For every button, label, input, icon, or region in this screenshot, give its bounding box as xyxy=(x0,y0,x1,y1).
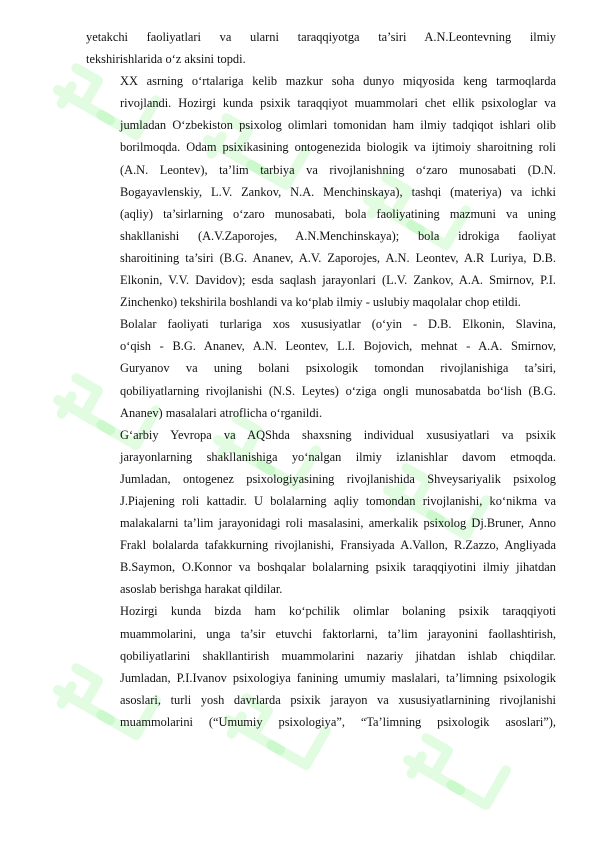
text-line: B.Saymon, O.Konnor va boshqalar bolalarning psixik taraqqiyotini ilmiy jihatdan xyxy=(120,560,556,575)
text-line: sharoitining ta’siri (B.G. Ananev, A.V. Zaporojes, A.N. Leontev, A.R Luriya, D.B. xyxy=(120,250,556,265)
text-line: Bogayavlenskiy, L.V. Zankov, N.A. Menchinskaya), tashqi (materiya) va ichki xyxy=(120,184,556,199)
text-line: qobiliyatlarini shakllantirish muammolarini nazariy jihatdan ishlab chiqdilar. xyxy=(120,648,556,663)
text-line: shakllanishi (A.V.Zaporojes, A.N.Menchinskaya); bola idrokiga faoliyat xyxy=(120,228,556,243)
text-line: (A.N. Leontev), ta’lim tarbiya va rivojlanishning o‘zaro munosabati (D.N. xyxy=(120,162,556,177)
text-line: Ananev) masalalari atroflicha o‘rganildi. xyxy=(120,405,323,420)
text-line: Frakl bolalarda tafakkurning rivojlanishi, Fransiyada A.Vallon, R.Zazzo, Angliyada xyxy=(120,538,556,553)
text-line: qobiliyatlarning rivojlanishi (N.S. Leytes) o‘ziga ongli munosabatda bo‘lish (B.G. xyxy=(120,383,556,398)
document-page xyxy=(86,26,556,733)
text-line: muammolarini, unga ta’sir etuvchi faktorlarni, ta’lim jarayonini faollashtirish, xyxy=(120,626,556,641)
text-line: yetakchi faoliyatlari va ularni taraqqiyotga ta’siri A.N.Leontevning ilmiy xyxy=(86,30,556,44)
text-line: Elkonin, V.V. Davidov); esda saqlash jarayonlari (L.V. Zankov, A.A. Smirnov, P.I. xyxy=(120,273,556,288)
text-line: Bolalar faoliyati turlariga xos xususiyatlar (o‘yin - D.B. Elkonin, Slavina, xyxy=(120,317,556,332)
text-line: asoslab berishga harakat qildilar. xyxy=(120,582,283,597)
paragraph xyxy=(86,26,556,70)
text-line: muammolarini (“Umumiy psixologiya”, “Ta’limning psixologik asoslari”), xyxy=(120,714,556,729)
text-line: Jumladan, P.I.Ivanov psixologiya fanining umumiy maslalari, ta’limning psixologik xyxy=(120,670,556,685)
text-line: G‘arbiy Yevropa va AQShda shaxsning individual xususiyatlari va psixik xyxy=(120,427,556,442)
text-line: XX asrning o‘rtalariga kelib mazkur soha dunyo miqyosida keng tarmoqlarda xyxy=(120,74,556,89)
text-line: Zinchenko) tekshirila boshlandi va ko‘plab ilmiy - uslubiy maqolalar chop etildi. xyxy=(120,295,521,310)
text-line: (aqliy) ta’sirlarning o‘zaro munosabati, bola faoliyatining mazmuni va uning xyxy=(120,206,556,221)
text-line: Hozirgi kunda bizda ham ko‘pchilik olimlar bolaning psixik taraqqiyoti xyxy=(120,604,556,619)
text-line: rivojlandi. Hozirgi kunda psixik taraqqiyot muammolari chet ellik psixologlar va xyxy=(120,96,556,111)
text-line: Jumladan, ontogenez psixologiyasining rivojlanishida Shveysariyalik psixolog xyxy=(120,471,556,486)
text-line: asoslari, turli yosh davrlarda psixik jarayon va xususiyatlarnining rivojlanishi xyxy=(120,692,556,707)
text-line: J.Piajening roli kattadir. U bolalarning aqliy tomondan rivojlanishi, ko‘nikma va xyxy=(120,493,556,508)
text-line: borilmoqda. Odam psixikasining ontogenezida biologik va ijtimoiy sharoitning roli xyxy=(120,140,556,155)
text-line: tekshirishlarida o‘z aksini topdi. xyxy=(86,52,246,67)
paragraph xyxy=(86,70,556,313)
text-line: jumladan O‘zbekiston psixolog olimlari tomonidan ham ilmiy tadqiqot ishlari olib xyxy=(120,118,556,133)
text-line: Guryanov va uning bolani psixologik tomondan rivojlanishiga ta’siri, xyxy=(120,361,556,376)
paragraph xyxy=(86,424,556,601)
text-line: o‘qish - B.G. Ananev, A.N. Leontev, L.I. Bojovich, mehnat - A.A. Smirnov, xyxy=(120,339,556,354)
text-line: malakalarni ta’lim jarayonidagi roli masalasini, amerkalik psixolog Dj.Bruner, Anno xyxy=(120,516,556,531)
text-line: jarayonlarning shakllanishiga yo‘nalgan ilmiy izlanishlar davom etmoqda. xyxy=(120,449,556,464)
paragraph xyxy=(86,600,556,733)
paragraph xyxy=(86,313,556,423)
